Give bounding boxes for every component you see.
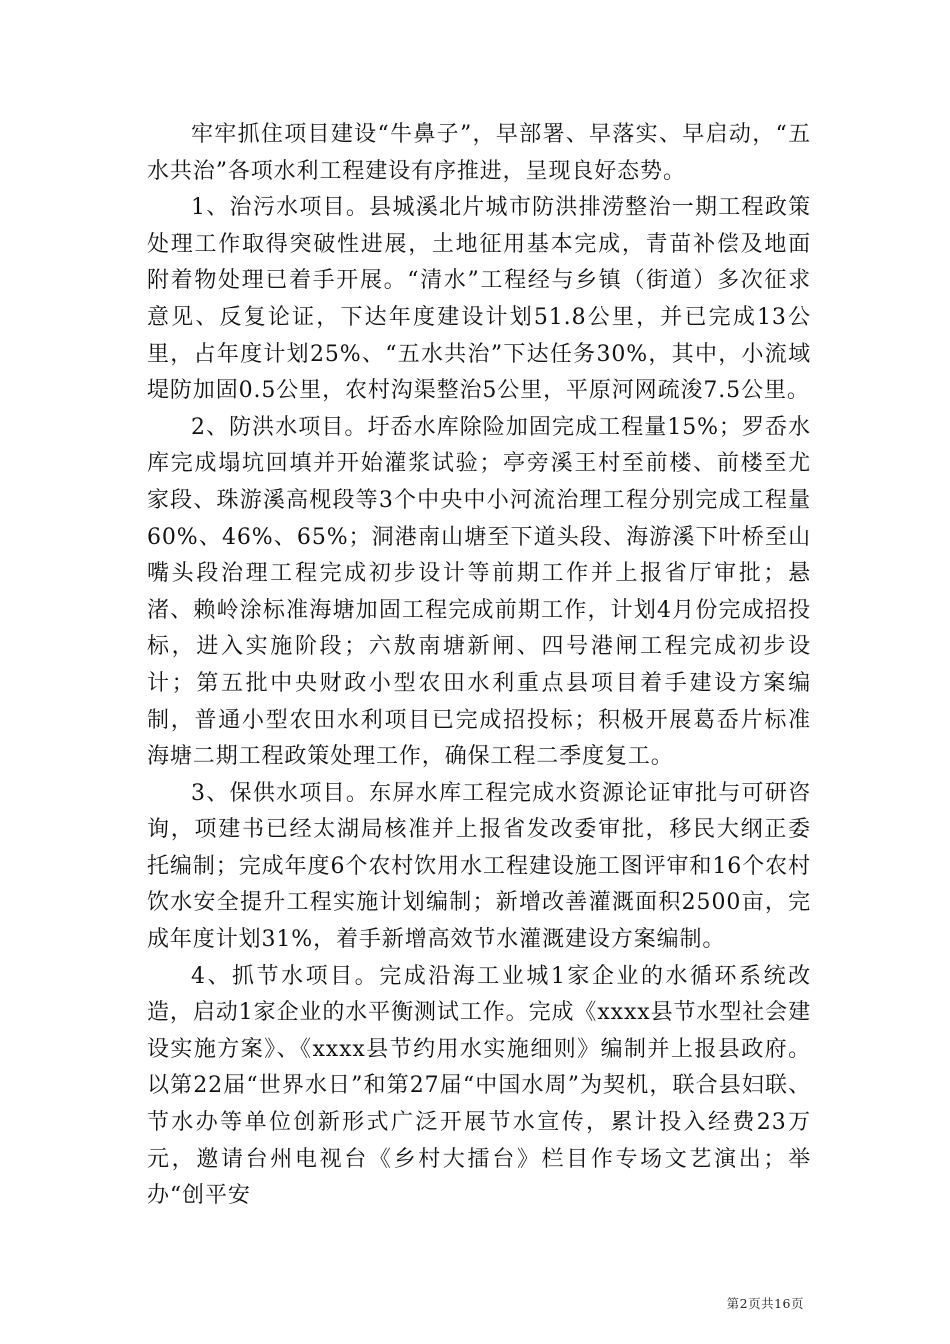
body-text: [147, 117, 811, 1215]
paragraph-sewage-project: 1、治污水项目。县城溪北片城市防洪排涝整治一期工程政策处理工作取得突破性进展，土地征用基本完成，青苗补偿及地面附着物处理已着手开展。“清水”工程经与乡镇（街道）多次征求意见、反复论证，下达年度建设计划51.8公里，并已完成13公里，占年度计划25%、“五水共治”下达任务30%，其中，小流域堤防加固0.5公里，农村沟渠整治5公里，平原河网疏浚7.5公里。: [147, 195, 811, 404]
footer-current-page: 2: [739, 1296, 749, 1311]
footer-prefix: 第: [726, 1296, 740, 1311]
paragraph-intro: 牢牢抓住项目建设“牛鼻子”，早部署、早落实、早启动，“五水共治”各项水利工程建设有序推进，呈现良好态势。: [147, 122, 811, 184]
paragraph-water-supply-project: 3、保供水项目。东屏水库工程完成水资源论证审批与可研咨询，项建书已经太湖局核准并上报省发改委审批，移民大纲正委托编制；完成年度6个农村饮用水工程建设施工图评审和16个农村饮水安全提升工程实施计划编制；新增改善灌溉面积2500亩，完成年度计划31%，着手新增高效节水灌溉建设方案编制。: [147, 780, 811, 953]
footer-middle: 页共: [748, 1296, 775, 1311]
footer-suffix: 页: [790, 1296, 804, 1311]
paragraph-water-saving-project: 4、抓节水项目。完成沿海工业城1家企业的水循环系统改造，启动1家企业的水平衡测试工作。完成《xxxx县节水型社会建设实施方案》、《xxxx县节约用水实施细则》编制并上报县政府。以第22届“世界水日”和第27届“中国水周”为契机，联合县妇联、节水办等单位创新形式广泛开展节水宣传，累计投入经费23万元，邀请台州电视台《乡村大擂台》栏目作专场文艺演出；举办“创平安: [147, 963, 811, 1209]
paragraph-flood-control-project: 2、防洪水项目。圩岙水库除险加固完成工程量15%；罗岙水库完成塌坑回填并开始灌浆试验；亭旁溪王村至前楼、前楼至尤家段、珠游溪高枧段等3个中央中小河流治理工程分别完成工程量60%、46%、65%；洞港南山塘至下道头段、海游溪下叶桥至山嘴头段治理工程完成初步设计等前期工作并上报省厅审批；悬渚、赖岭涂标准海塘加固工程完成前期工作，计划4月份完成招投标，进入实施阶段；六敖南塘新闸、四号港闸工程完成初步设计；第五批中央财政小型农田水利重点县项目着手建设方案编制，普通小型农田水利项目已完成招投标；积极开展葛岙片标准海塘二期工程政策处理工作，确保工程二季度复工。: [147, 414, 811, 770]
footer-total-pages: 16: [774, 1296, 791, 1311]
page-number-footer: [727, 1294, 804, 1312]
